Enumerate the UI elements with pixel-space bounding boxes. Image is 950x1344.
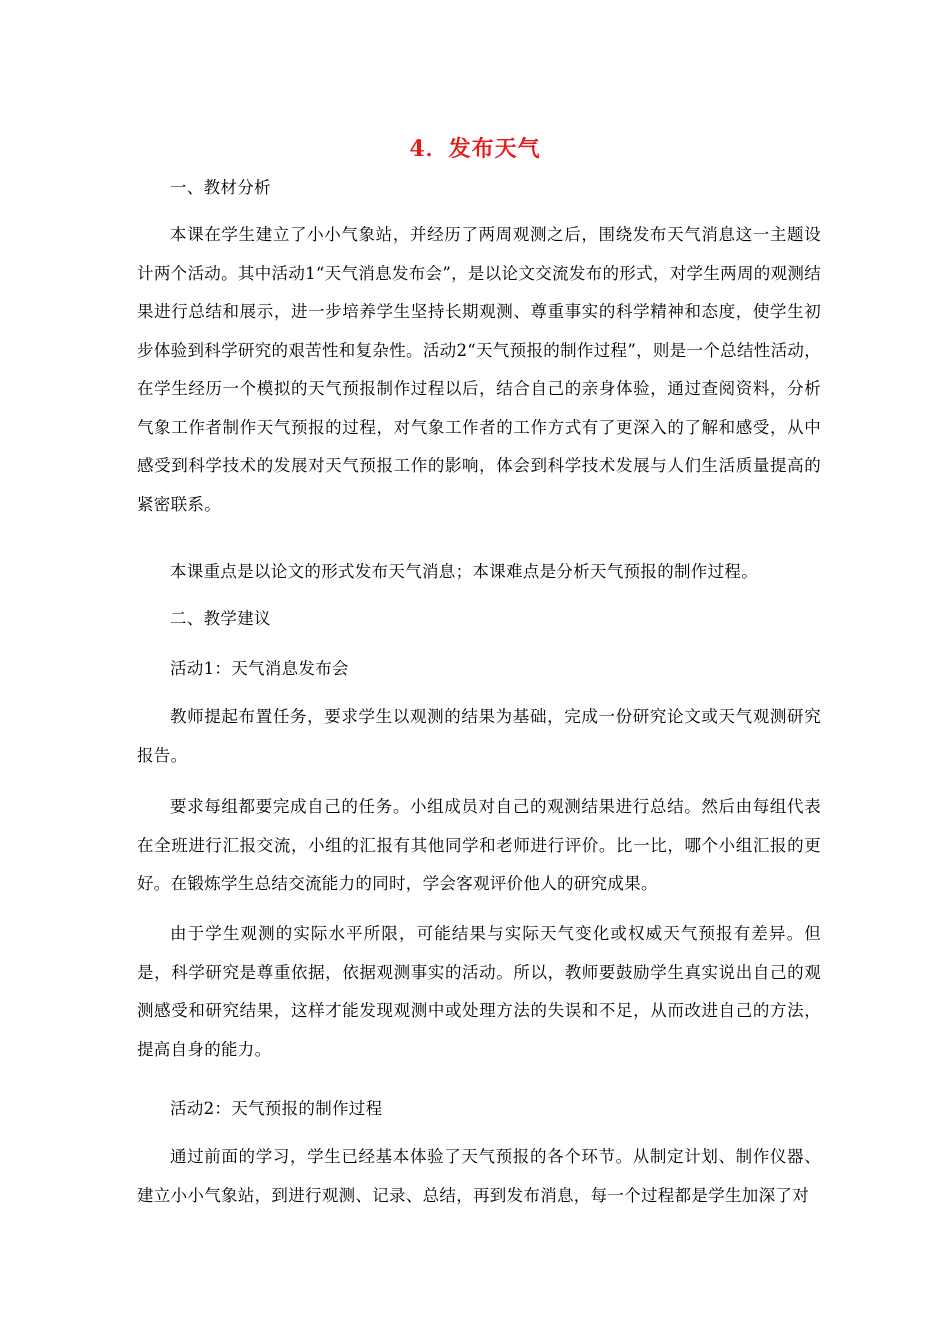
paragraph-lesson-overview: 本课在学生建立了小小气象站，并经历了两周观测之后，围绕发布天气消息这一主题设计两个活动。其中活动1“天气消息发布会”，是以论文交流发布的形式，对学生两周的观测结果进行总结和展示，进一步培养学生坚持长期观测、尊重事实的科学精神和态度，使学生初步体验到科学研究的艰苦性和复杂性。活动2“天气预报的制作过程”，则是一个总结性活动，在学生经历一个模拟的天气预报制作过程以后，结合自己的亲身体验，通过查阅资料，分析气象工作者制作天气预报的过程，对气象工作者的工作方式有了更深入的了解和感受，从中感受到科学技术的发展对天气预报工作的影响，体会到科学技术发展与人们生活质量提高的紧密联系。 bbox=[137, 225, 821, 514]
section-heading-textbook-analysis: 一、教材分析 bbox=[170, 178, 271, 197]
paragraph-assign-task: 教师提起布置任务，要求学生以观测的结果为基础，完成一份研究论文或天气观测研究报告。 bbox=[137, 707, 821, 765]
paragraph-group-report: 要求每组都要完成自己的任务。小组成员对自己的观测结果进行总结。然后由每组代表在全班进行汇报交流，小组的汇报有其他同学和老师进行评价。比一比，哪个小组汇报的更好。在锻炼学生总结交流能力的同时，学会客观评价他人的研究成果。 bbox=[137, 797, 821, 893]
section-heading-teaching-suggestions: 二、教学建议 bbox=[170, 609, 271, 628]
paragraph-key-points: 本课重点是以论文的形式发布天气消息；本课难点是分析天气预报的制作过程。 bbox=[170, 562, 758, 581]
activity-heading-forecast-process: 活动2：天气预报的制作过程 bbox=[170, 1099, 383, 1118]
paragraph-forecast-review: 通过前面的学习，学生已经基本体验了天气预报的各个环节。从制定计划、制作仪器、建立小小气象站，到进行观测、记录、总结，再到发布消息，每一个过程都是学生加深了对 bbox=[137, 1147, 821, 1205]
paragraph-observation-limits: 由于学生观测的实际水平所限，可能结果与实际天气变化或权威天气预报有差异。但是，科学研究是尊重依据，依据观测事实的活动。所以，教师要鼓励学生真实说出自己的观测感受和研究结果，这样才能发现观测中或处理方法的失误和不足，从而改进自己的方法，提高自身的能力。 bbox=[137, 924, 821, 1059]
document-title: 4．发布天气 bbox=[409, 136, 541, 162]
activity-heading-weather-release: 活动1：天气消息发布会 bbox=[170, 659, 349, 678]
